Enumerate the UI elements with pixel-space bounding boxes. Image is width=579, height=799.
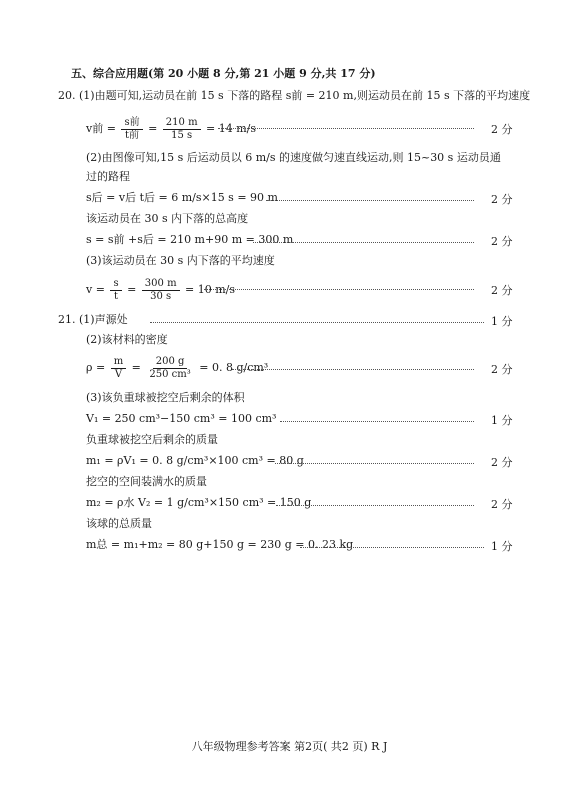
q21-part1-text: 21. (1)声源处 — [58, 313, 128, 326]
q20-part2-text: (2)由图像可知,15 s 后运动员以 6 m/s 的速度做匀速直线运动,则 15~30 s 运动员通 — [86, 151, 501, 164]
score: 1 分 — [491, 315, 513, 328]
formula-rhs: = 10 m/s — [185, 283, 236, 296]
denominator: 30 s — [150, 290, 172, 302]
leader-dots — [300, 547, 484, 548]
fraction — [110, 278, 121, 303]
equals: = — [148, 122, 158, 135]
leader-dots — [276, 505, 474, 506]
q20-total-height-text: 该运动员在 30 s 内下落的总高度 — [86, 212, 249, 225]
score: 2 分 — [491, 498, 513, 511]
q20-part2-text-cont: 过的路程 — [86, 170, 130, 183]
q20-part3-text: (3)该运动员在 30 s 内下落的平均速度 — [86, 254, 275, 267]
fraction — [111, 356, 126, 381]
denominator: t前 — [124, 129, 140, 141]
section-title: 五、综合应用题(第 20 小题 8 分,第 21 小题 9 分,共 17 分) — [71, 67, 376, 80]
score: 2 分 — [491, 284, 513, 297]
q20-velocity-formula — [86, 116, 256, 142]
leader-dots — [266, 200, 474, 201]
formula-rhs: = 0. 8 g/cm³ — [199, 361, 269, 374]
q21-remaining-mass-formula: m₁ = ρV₁ = 0. 8 g/cm³×100 cm³ = 80 g — [86, 454, 304, 467]
q20-part1-text: 20. (1)由题可知,运动员在前 15 s 下落的路程 s前 = 210 m,则运动员在前 15 s 下落的平均速度 — [58, 89, 531, 102]
leader-dots — [150, 322, 484, 323]
q21-water-mass-text: 挖空的空间装满水的质量 — [86, 475, 207, 488]
formula-rhs: = 14 m/s — [206, 122, 257, 135]
fraction — [121, 117, 142, 142]
numerator: m — [111, 356, 126, 369]
formula-lhs: v前 = — [86, 122, 116, 135]
q21-volume-formula: V₁ = 250 cm³−150 cm³ = 100 cm³ — [86, 412, 277, 425]
formula-lhs: ρ = — [86, 361, 106, 374]
score: 2 分 — [491, 123, 513, 136]
q21-water-mass-formula: m₂ = ρ水 V₂ = 1 g/cm³×150 cm³ = 150 g — [86, 496, 312, 509]
fraction — [163, 117, 201, 142]
score: 1 分 — [491, 540, 513, 553]
q21-remaining-mass-text: 负重球被挖空后剩余的质量 — [86, 433, 218, 446]
q20-total-height-formula: s = s前 +s后 = 210 m+90 m = 300 m — [86, 233, 294, 246]
leader-dots — [218, 128, 474, 129]
score: 2 分 — [491, 363, 513, 376]
denominator: t — [113, 290, 119, 302]
equals: = — [131, 361, 141, 374]
fraction — [146, 356, 193, 381]
leader-dots — [232, 369, 474, 370]
score: 1 分 — [491, 414, 513, 427]
page-footer: 八年级物理参考答案 第2页( 共2 页) R J — [191, 740, 388, 753]
denominator: 15 s — [171, 129, 193, 141]
leader-dots — [253, 242, 474, 243]
equals: = — [127, 283, 137, 296]
q20-avg-velocity-formula — [86, 277, 235, 303]
numerator: s — [110, 278, 121, 291]
q21-total-mass-formula: m总 = m₁+m₂ = 80 g+150 g = 230 g = 0. 23 kg — [86, 538, 354, 551]
score: 2 分 — [491, 193, 513, 206]
numerator: 200 g — [153, 356, 188, 369]
numerator: 210 m — [163, 117, 201, 130]
leader-dots — [280, 421, 474, 422]
denominator: V — [114, 368, 123, 380]
fraction — [142, 278, 180, 303]
score: 2 分 — [491, 235, 513, 248]
q20-distance-formula: s后 = v后 t后 = 6 m/s×15 s = 90 m — [86, 191, 278, 204]
formula-lhs: v = — [86, 283, 105, 296]
q21-total-mass-text: 该球的总质量 — [86, 517, 152, 530]
numerator: s前 — [121, 117, 142, 130]
q21-part3-text: (3)该负重球被挖空后剩余的体积 — [86, 391, 245, 404]
leader-dots — [275, 463, 474, 464]
leader-dots — [204, 289, 474, 290]
q21-part2-text: (2)该材料的密度 — [86, 333, 168, 346]
score: 2 分 — [491, 456, 513, 469]
denominator: 250 cm³ — [149, 368, 191, 380]
numerator: 300 m — [142, 278, 180, 291]
q21-density-formula — [86, 354, 268, 382]
